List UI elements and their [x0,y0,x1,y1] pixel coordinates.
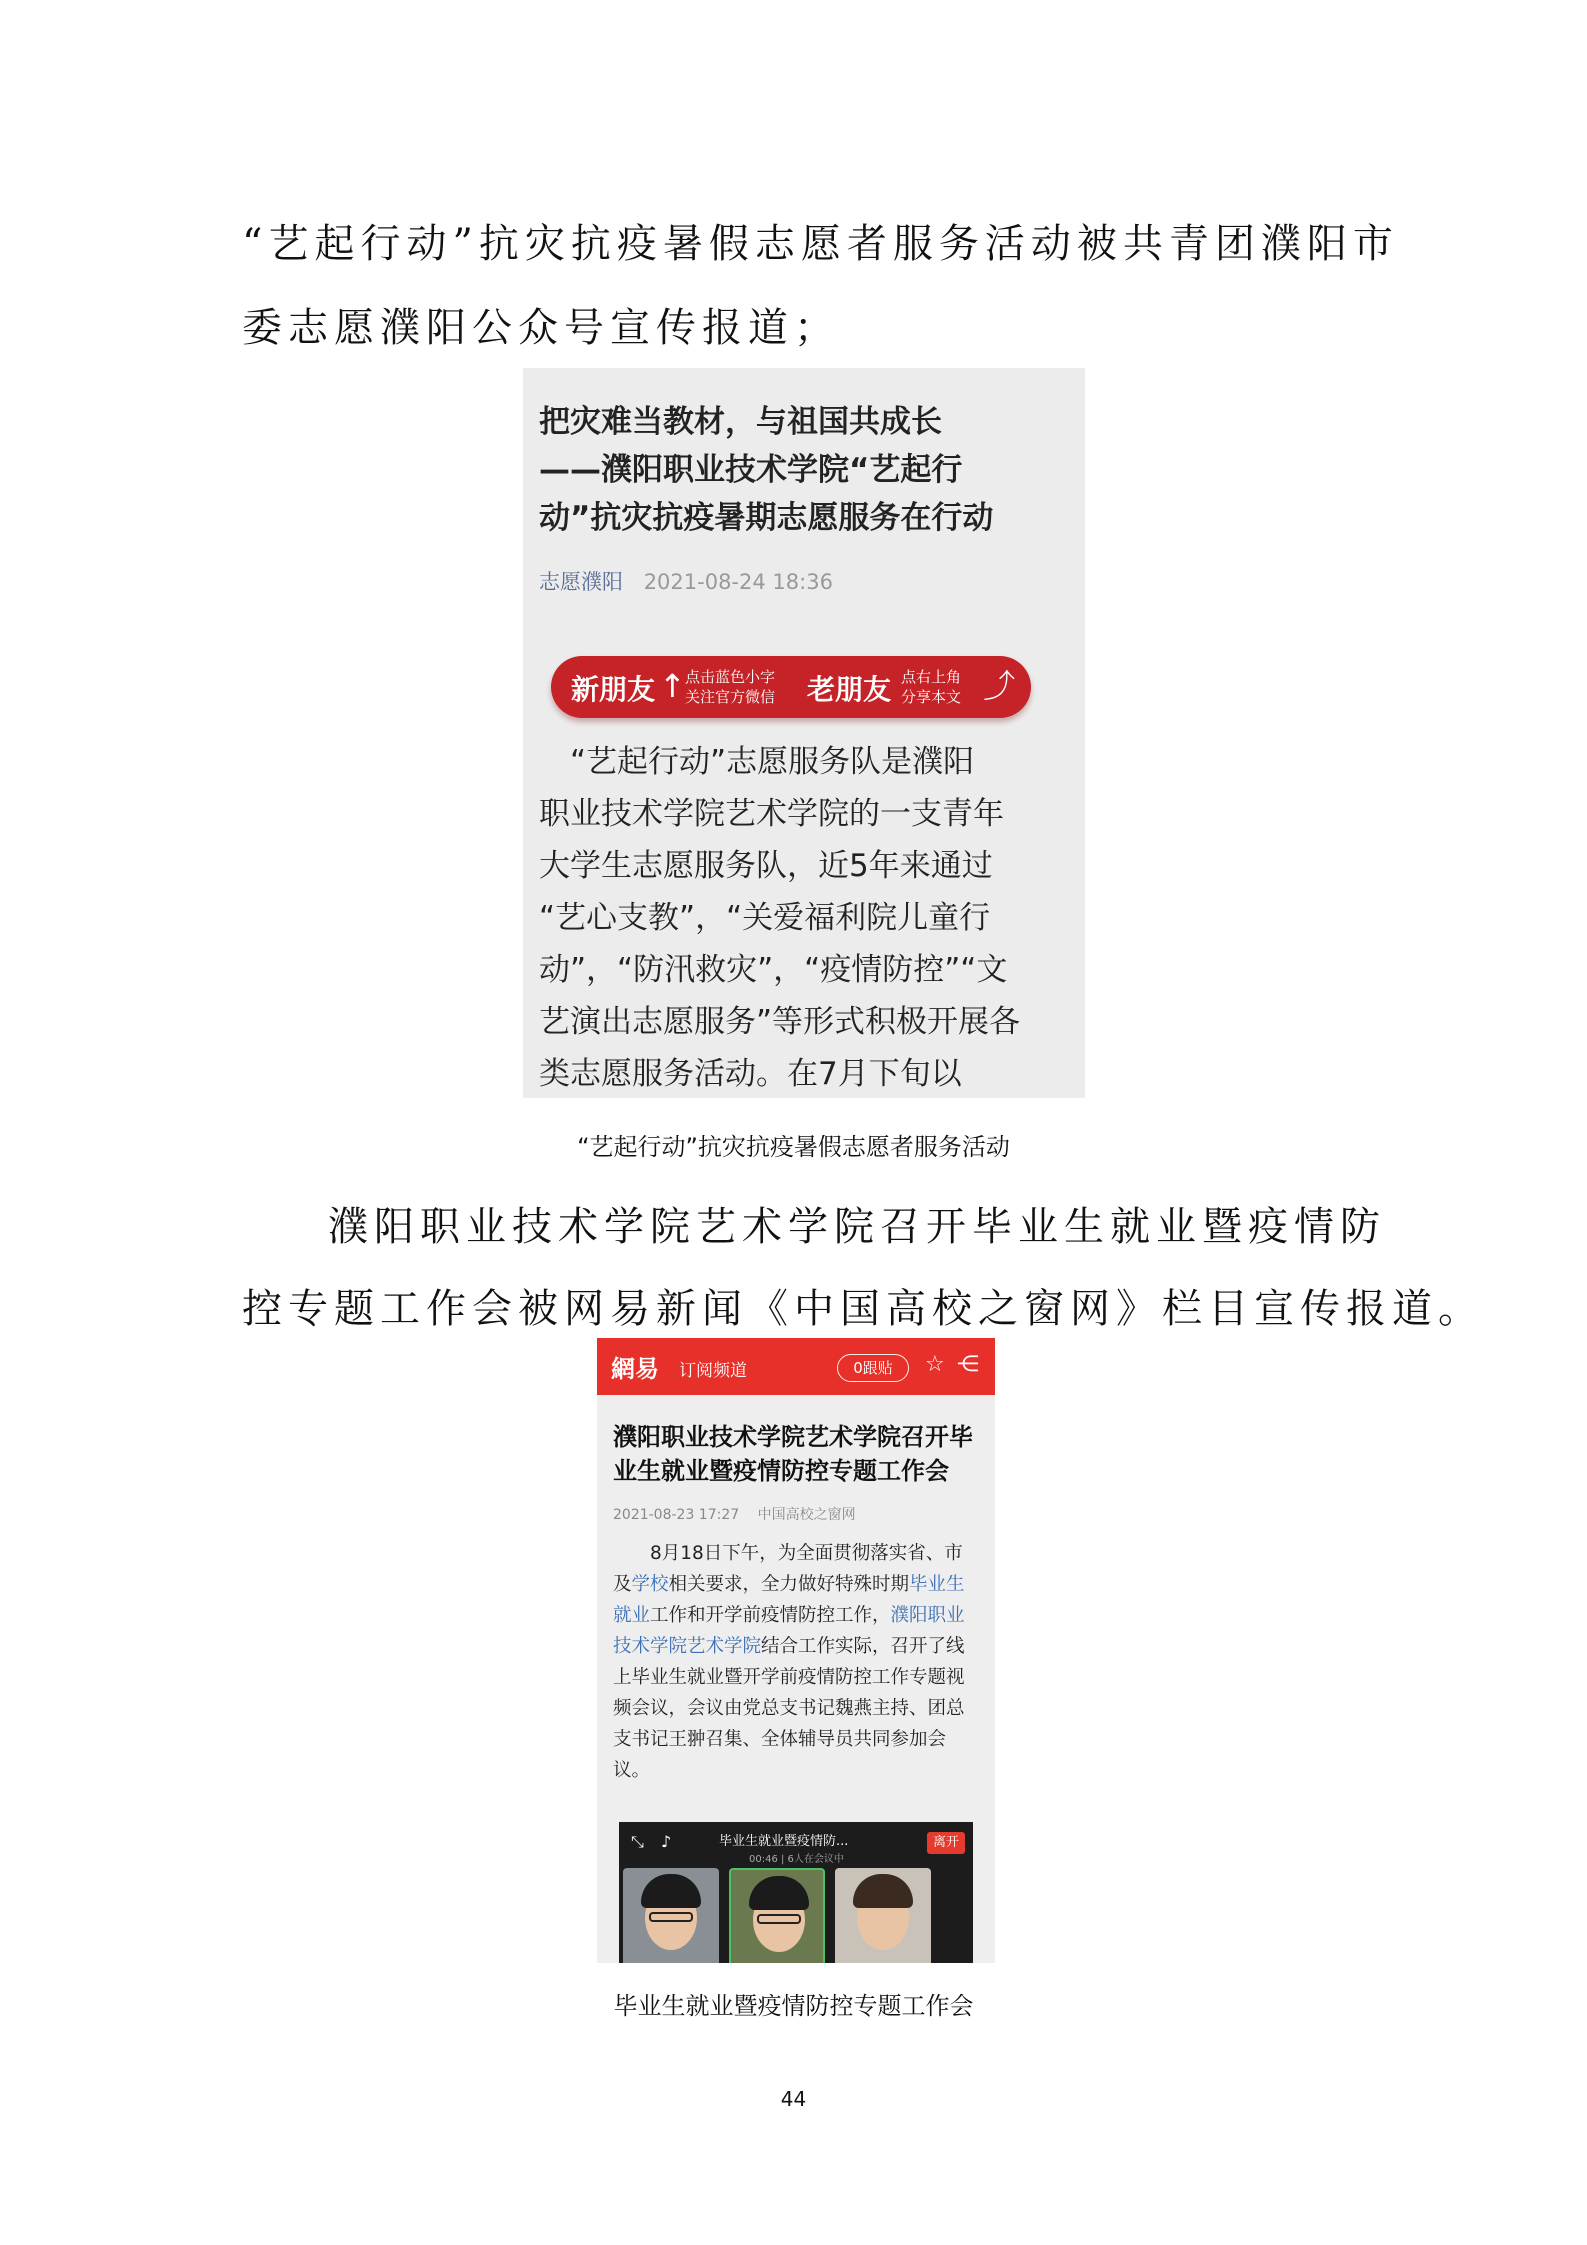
figure-caption-1: “艺起行动”抗灾抗疫暑假志愿者服务活动 [577,1133,1010,1161]
new-hint-line: 点击蓝色小字 [685,668,776,686]
meeting-title: 毕业生就业暨疫情防... [719,1834,849,1849]
wechat-title-line: ——濮阳职业技术学院“艺起行 [539,452,963,488]
old-friend-hint [901,667,961,707]
glasses-icon [649,1912,693,1922]
page-number: 44 [780,2087,807,2111]
follow-banner [551,656,1031,718]
new-friend-label: 新朋友 [571,673,656,706]
speaker-icon: ♪ [661,1832,672,1851]
subscribe-channel-link[interactable]: 订阅频道 [679,1361,747,1381]
wechat-body-line: 艺演出志愿服务”等形式积极开展各 [539,1004,1021,1040]
netease-title-line: 濮阳职业技术学院艺术学院召开毕 [613,1423,973,1451]
netease-body-line [613,1600,985,1631]
netease-body-line: 频会议，会议由党总支书记魏燕主持、团总 [613,1698,965,1719]
netease-body-line [613,1631,985,1662]
wechat-article-screenshot [523,368,1085,1098]
netease-article-screenshot [597,1338,995,1963]
body-text: 相关要求，全力做好特殊时期 [668,1574,910,1595]
netease-body-line: 8月18日下午，为全面贯彻落实省、市 [613,1543,963,1564]
netease-body-line: 上毕业生就业暨开学前疫情防控工作专题视 [613,1667,965,1688]
netease-body-line [613,1569,985,1600]
star-icon[interactable]: ☆ [925,1352,945,1377]
participant-tile [623,1868,719,1963]
body-text: 结合工作实际，召开了线 [761,1636,965,1657]
old-friend-label: 老朋友 [807,673,892,706]
new-friend-hint [685,667,775,707]
glasses-icon [757,1914,801,1924]
paragraph-1-line-1: “艺起行动”抗灾抗疫暑假志愿者服务活动被共青团濮阳市 [242,221,1399,267]
paragraph-1-line-2: 委志愿濮阳公众号宣传报道； [242,305,840,351]
wechat-body-line: 类志愿服务活动。在7月下旬以 [539,1056,962,1092]
keyword-link[interactable]: 毕业生 [909,1574,965,1595]
old-hint-line: 分享本文 [901,688,962,706]
wechat-body-line: “艺起行动”志愿服务队是濮阳 [539,744,975,780]
netease-source: 中国高校之窗网 [757,1507,856,1523]
arrow-up-icon: ↑ [659,667,686,705]
netease-logo: 網易 [611,1354,659,1383]
wechat-body-line: 大学生志愿服务队，近5年来通过 [539,848,993,884]
netease-article-title [613,1420,983,1488]
wechat-body-line: 职业技术学院艺术学院的一支青年 [539,796,1004,832]
participant-tile [835,1868,931,1963]
participant-hair [749,1876,809,1910]
figure-caption-2: 毕业生就业暨疫情防控专题工作会 [613,1992,974,2020]
keyword-link[interactable]: 学校 [631,1574,669,1595]
netease-title-line: 业生就业暨疫情防控专题工作会 [613,1457,949,1485]
wechat-title-line: 动”抗灾抗疫暑期志愿服务在行动 [539,500,994,536]
wechat-article-title [539,398,1079,542]
wechat-body-line: 动”，“防汛救灾”，“疫情防控”“文 [539,952,1008,988]
paragraph-2-line-1: 濮阳职业技术学院艺术学院召开毕业生就业暨疫情防 [328,1204,1386,1250]
netease-datetime: 2021-08-23 17:27 [613,1507,740,1523]
wechat-title-line: 把灾难当教材，与祖国共成长 [539,404,942,440]
paragraph-2-line-2: 控专题工作会被网易新闻《中国高校之窗网》栏目宣传报道。 [242,1286,1484,1332]
netease-article-meta [613,1504,870,1524]
wechat-datetime: 2021-08-24 18:36 [643,570,833,594]
new-hint-line: 关注官方微信 [685,688,776,706]
meeting-status: 00:46 | 6人在会议中 [749,1854,844,1865]
keyword-link[interactable]: 就业 [613,1605,651,1626]
participant-hair [853,1874,913,1908]
participant-hair [641,1874,701,1908]
body-text: 及 [613,1574,632,1595]
wechat-body-line: “艺心支教”，“关爱福利院儿童行 [539,900,991,936]
keyword-link[interactable]: 技术学院艺术学院 [613,1636,762,1657]
wechat-article-body [539,736,1079,1098]
netease-article-body [613,1538,985,1786]
wechat-source-link[interactable]: 志愿濮阳 [539,570,623,594]
netease-top-bar [597,1338,995,1395]
minimize-icon: ⤡ [631,1832,644,1851]
netease-body-line: 议。 [613,1760,651,1781]
share-icon[interactable]: ⋲ [957,1352,979,1377]
netease-body-line: 支书记王翀召集、全体辅导员共同参加会 [613,1729,947,1750]
comments-button[interactable]: 0跟贴 [837,1354,909,1382]
body-text: 工作和开学前疫情防控工作， [650,1605,891,1626]
keyword-link[interactable]: 濮阳职业 [890,1605,965,1626]
participant-tile-active [729,1868,825,1963]
leave-button: 离开 [927,1832,965,1854]
curved-arrow-icon: ⤴ [983,667,1016,705]
wechat-article-meta [539,566,833,596]
video-conference-image [619,1822,973,1963]
old-hint-line: 点右上角 [901,668,962,686]
